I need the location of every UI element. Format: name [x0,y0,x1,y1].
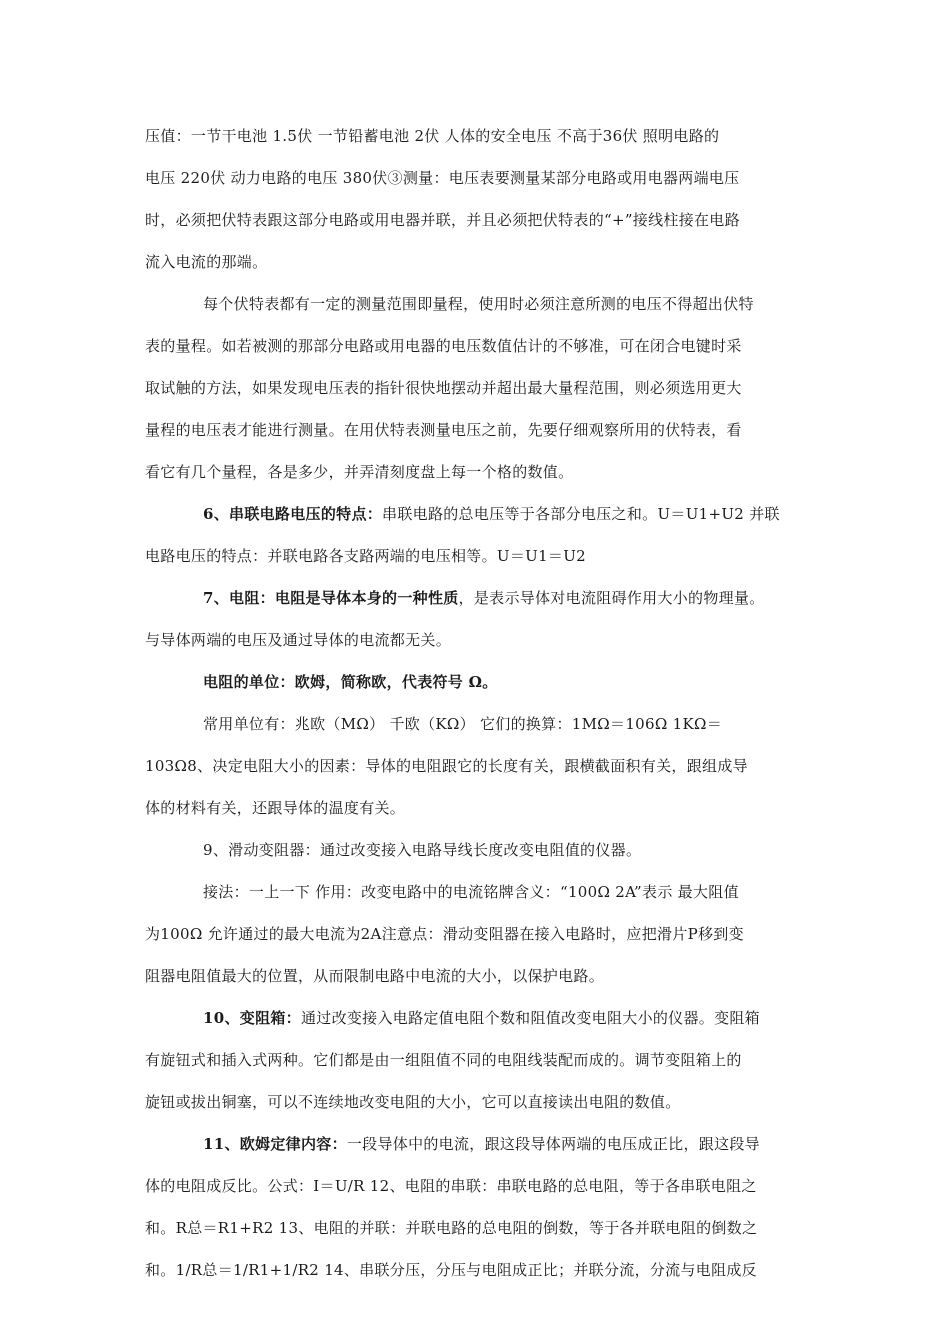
section-body: 串联电路的总电压等于各部分电压之和。U＝U1+U2 并联 [382,505,780,523]
text-line: 体的电阻成反比。公式：I＝U/R 12、电阻的串联：串联电路的总电阻，等于各串联电阻之 [145,1177,757,1195]
text-line [203,504,780,524]
text-line: 接法：一上一下 作用：改变电路中的电流铭牌含义：“100Ω 2A”表示 最大阻值 [203,883,739,901]
text-line [203,1134,760,1154]
text-line: 旋钮或拔出铜塞，可以不连续地改变电阻的大小，它可以直接读出电阻的数值。 [145,1093,681,1111]
text-line: 阻器电阻值最大的位置，从而限制电路中电流的大小，以保护电路。 [145,967,605,985]
text-line [203,588,765,608]
text-line [203,1008,760,1028]
text-line: 为100Ω 允许通过的最大电流为2A注意点：滑动变阻器在接入电路时，应把滑片P移到变 [145,925,744,943]
section-heading: 6、串联电路电压的特点： [203,505,383,523]
text-line: 每个伏特表都有一定的测量范围即量程，使用时必须注意所测的电压不得超出伏特 [203,295,754,313]
text-line: 电路电压的特点：并联电路各支路两端的电压相等。U＝U1＝U2 [145,547,587,565]
text-line: 压值：一节干电池 1.5伏 一节铅蓄电池 2伏 人体的安全电压 不高于36伏 照明电路的 [145,127,720,145]
emphasis-text: 电阻是导体本身的一种性质 [274,589,459,607]
text-line: 体的材料有关，还跟导体的温度有关。 [145,799,406,817]
section-body: 一段导体中的电流，跟这段导体两端的电压成正比，跟这段导 [346,1135,760,1153]
text-line: 时，必须把伏特表跟这部分电路或用电器并联，并且必须把伏特表的“+”接线柱接在电路 [145,211,740,229]
text-line: 9、滑动变阻器：通过改变接入电路导线长度改变电阻值的仪器。 [203,841,642,859]
text-line: 量程的电压表才能进行测量。在用伏特表测量电压之前，先要仔细观察所用的伏特表，看 [145,421,742,439]
text-line: 有旋钮式和插入式两种。它们都是由一组阻值不同的电阻线装配而成的。调节变阻箱上的 [145,1051,742,1069]
section-body: ，是表示导体对电流阻碍作用大小的物理量。 [458,589,765,607]
section-heading: 7、电阻： [203,589,275,607]
section-body: 通过改变接入电路定值电阻个数和阻值改变电阻大小的仪器。变阻箱 [300,1009,760,1027]
text-line: 取试触的方法，如果发现电压表的指针很快地摆动并超出最大量程范围，则必须选用更大 [145,379,742,397]
text-line: 常用单位有：兆欧（MΩ） 千欧（KΩ） 它们的换算：1MΩ＝106Ω 1KΩ＝ [203,715,723,733]
text-line: 看它有几个量程，各是多少，并弄清刻度盘上每一个格的数值。 [145,463,574,481]
section-heading: 11、欧姆定律内容： [203,1135,347,1153]
text-line: 表的量程。如若被测的那部分电路或用电器的电压数值估计的不够准，可在闭合电键时采 [145,337,742,355]
unit-heading: 电阻的单位：欧姆，简称欧，代表符号 Ω。 [203,673,498,691]
text-line: 流入电流的那端。 [145,253,268,271]
text-line: 103Ω8、决定电阻大小的因素：导体的电阻跟它的长度有关，跟横截面积有关，跟组成导 [145,757,748,775]
text-line: 和。1/R总＝1/R1+1/R2 14、串联分压，分压与电阻成正比；并联分流，分流与电阻成反 [145,1261,757,1279]
section-heading: 10、变阻箱： [203,1009,301,1027]
text-line: 与导体两端的电压及通过导体的电流都无关。 [145,631,452,649]
text-line: 和。R总＝R1+R2 13、电阻的并联：并联电路的总电阻的倒数，等于各并联电阻的倒数之 [145,1219,758,1237]
text-line: 电压 220伏 动力电路的电压 380伏③测量：电压表要测量某部分电路或用电器两端电压 [145,169,740,187]
